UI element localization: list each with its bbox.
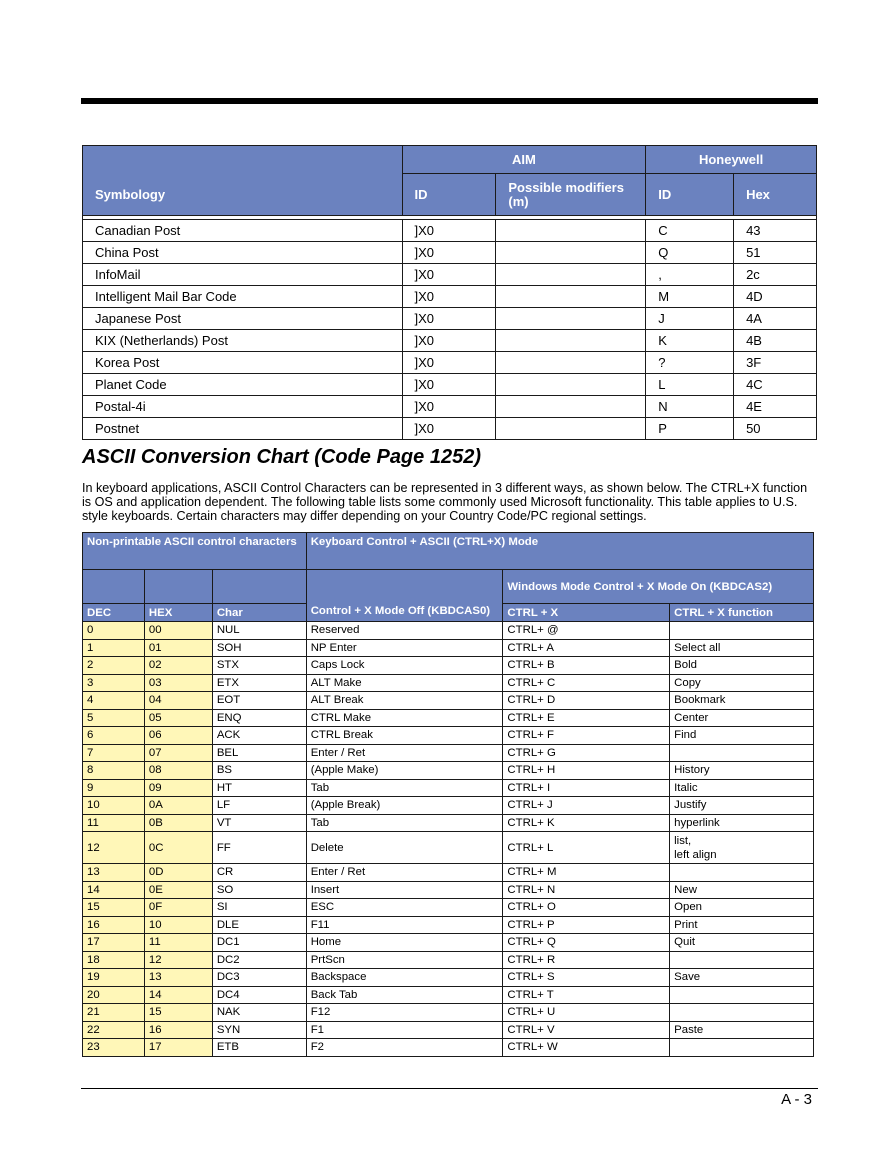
char-cell: SI (212, 899, 306, 917)
char-cell: HT (212, 779, 306, 797)
table-row (83, 374, 817, 396)
ctrl-x-cell: CTRL+ M (503, 864, 670, 882)
hex-cell: 03 (144, 674, 212, 692)
modifier-cell (496, 396, 646, 418)
mode-off-cell: ALT Make (306, 674, 503, 692)
table-row (83, 797, 814, 815)
dec-cell: 14 (83, 881, 145, 899)
ctrl-x-function-cell (670, 986, 814, 1004)
aim-id-cell: ]X0 (402, 352, 496, 374)
table-row (83, 744, 814, 762)
ctrl-x-cell: CTRL+ P (503, 916, 670, 934)
char-cell: FF (212, 832, 306, 864)
hex-cell: 11 (144, 934, 212, 952)
ctrl-x-cell: CTRL+ F (503, 727, 670, 745)
char-cell: LF (212, 797, 306, 815)
ctrl-x-function-cell: Open (670, 899, 814, 917)
dec-cell: 3 (83, 674, 145, 692)
ctrl-x-function-cell: Quit (670, 934, 814, 952)
ctrl-x-function-cell: Bookmark (670, 692, 814, 710)
dec-cell: 22 (83, 1021, 145, 1039)
symbology-cell: China Post (83, 242, 403, 264)
char-cell: SOH (212, 639, 306, 657)
ctrl-x-function-cell: History (670, 762, 814, 780)
table-row (83, 832, 814, 864)
char-cell: ACK (212, 727, 306, 745)
symbology-cell: Postnet (83, 418, 403, 440)
dec-cell: 12 (83, 832, 145, 864)
hex-cell: 0C (144, 832, 212, 864)
hex-cell: 05 (144, 709, 212, 727)
symbology-table (82, 145, 817, 440)
table-row (83, 934, 814, 952)
char-cell: BEL (212, 744, 306, 762)
char-cell: ETX (212, 674, 306, 692)
blank-header-cell (212, 570, 306, 604)
symbology-cell: Planet Code (83, 374, 403, 396)
ctrl-x-function-cell (670, 622, 814, 640)
table-row (83, 951, 814, 969)
ctrl-x-function-cell: Select all (670, 639, 814, 657)
dec-cell: 4 (83, 692, 145, 710)
table-row (83, 881, 814, 899)
dec-cell: 20 (83, 986, 145, 1004)
aim-id-cell: ]X0 (402, 220, 496, 242)
table-row (83, 969, 814, 987)
char-cell: STX (212, 657, 306, 675)
table-row (83, 242, 817, 264)
table-row (83, 352, 817, 374)
char-cell: ENQ (212, 709, 306, 727)
modifier-cell (496, 308, 646, 330)
ctrl-x-cell: CTRL+ A (503, 639, 670, 657)
mode-off-cell: Insert (306, 881, 503, 899)
table-row (83, 779, 814, 797)
hex-cell: 16 (144, 1021, 212, 1039)
ctrl-x-cell: CTRL+ S (503, 969, 670, 987)
mode-off-cell: PrtScn (306, 951, 503, 969)
table-row (83, 330, 817, 352)
aim-id-cell: ]X0 (402, 308, 496, 330)
mode-off-cell: (Apple Break) (306, 797, 503, 815)
ctrl-x-cell: CTRL+ R (503, 951, 670, 969)
hex-cell: 43 (734, 220, 817, 242)
aim-id-cell: ]X0 (402, 374, 496, 396)
honeywell-id-cell: K (646, 330, 734, 352)
ctrl-x-cell: CTRL+ V (503, 1021, 670, 1039)
table-row (83, 220, 817, 242)
mode-off-cell: NP Enter (306, 639, 503, 657)
dec-header: DEC (83, 604, 145, 622)
dec-cell: 17 (83, 934, 145, 952)
modifiers-header: Possible modifiers (m) (496, 174, 646, 216)
table-row (83, 264, 817, 286)
dec-cell: 23 (83, 1039, 145, 1057)
windows-mode-header: Windows Mode Control + X Mode On (KBDCAS2) (503, 570, 814, 604)
mode-off-cell: Caps Lock (306, 657, 503, 675)
table-row (83, 622, 814, 640)
ctrl-x-function-cell: list, left align (670, 832, 814, 864)
hex-cell: 12 (144, 951, 212, 969)
symbology-cell: Postal-4i (83, 396, 403, 418)
aim-id-cell: ]X0 (402, 286, 496, 308)
symbology-cell: Canadian Post (83, 220, 403, 242)
top-rule (81, 98, 818, 104)
char-cell: EOT (212, 692, 306, 710)
ctrl-x-function-cell: Justify (670, 797, 814, 815)
blank-header-cell (83, 570, 145, 604)
dec-cell: 15 (83, 899, 145, 917)
hex-cell: 0B (144, 814, 212, 832)
dec-cell: 18 (83, 951, 145, 969)
mode-off-cell: F11 (306, 916, 503, 934)
hex-cell: 06 (144, 727, 212, 745)
hex-cell: 4C (734, 374, 817, 396)
ctrl-x-function-cell (670, 864, 814, 882)
dec-cell: 5 (83, 709, 145, 727)
hex-cell: 4E (734, 396, 817, 418)
hex-cell: 0F (144, 899, 212, 917)
ctrl-x-cell: CTRL+ H (503, 762, 670, 780)
symbology-cell: Japanese Post (83, 308, 403, 330)
ctrl-x-function-cell (670, 744, 814, 762)
ctrl-x-cell: CTRL+ B (503, 657, 670, 675)
mode-off-cell: F2 (306, 1039, 503, 1057)
table-row (83, 674, 814, 692)
table-row (83, 1021, 814, 1039)
mode-off-cell: Enter / Ret (306, 744, 503, 762)
mode-off-cell: CTRL Break (306, 727, 503, 745)
char-cell: NAK (212, 1004, 306, 1022)
aim-id-cell: ]X0 (402, 242, 496, 264)
char-cell: SYN (212, 1021, 306, 1039)
ctrl-x-function-cell: Center (670, 709, 814, 727)
hex-cell: 4D (734, 286, 817, 308)
modifier-cell (496, 352, 646, 374)
table-row (83, 899, 814, 917)
aim-id-cell: ]X0 (402, 396, 496, 418)
ctrl-x-function-cell: Save (670, 969, 814, 987)
mode-off-cell: Enter / Ret (306, 864, 503, 882)
hex-cell: 10 (144, 916, 212, 934)
mode-off-cell: CTRL Make (306, 709, 503, 727)
hex-cell: 00 (144, 622, 212, 640)
mode-off-cell: Delete (306, 832, 503, 864)
ctrl-x-cell: CTRL+ E (503, 709, 670, 727)
ctrl-x-cell: CTRL+ N (503, 881, 670, 899)
dec-cell: 10 (83, 797, 145, 815)
dec-cell: 8 (83, 762, 145, 780)
mode-off-cell: (Apple Make) (306, 762, 503, 780)
hex-cell: 07 (144, 744, 212, 762)
symbology-cell: Intelligent Mail Bar Code (83, 286, 403, 308)
ctrl-x-cell: CTRL+ T (503, 986, 670, 1004)
hex-cell: 13 (144, 969, 212, 987)
mode-off-cell: Backspace (306, 969, 503, 987)
aim-header: AIM (402, 146, 646, 174)
honeywell-header: Honeywell (646, 146, 817, 174)
ctrl-x-cell: CTRL+ D (503, 692, 670, 710)
modifier-cell (496, 418, 646, 440)
hex-cell: 50 (734, 418, 817, 440)
nonprintable-header: Non-printable ASCII control characters (83, 533, 307, 570)
table-row (83, 709, 814, 727)
hex-cell: 02 (144, 657, 212, 675)
table-row (83, 308, 817, 330)
ctrl-x-function-header: CTRL + X function (670, 604, 814, 622)
mode-off-cell: Tab (306, 779, 503, 797)
table-row (83, 396, 817, 418)
symbology-cell: InfoMail (83, 264, 403, 286)
ctrl-x-cell: CTRL+ U (503, 1004, 670, 1022)
hex-header: Hex (734, 174, 817, 216)
dec-cell: 1 (83, 639, 145, 657)
table-row (83, 814, 814, 832)
hex-cell: 09 (144, 779, 212, 797)
table-row (83, 692, 814, 710)
ctrl-x-function-cell: Paste (670, 1021, 814, 1039)
aim-id-cell: ]X0 (402, 264, 496, 286)
table-row (83, 286, 817, 308)
table-row (83, 727, 814, 745)
honeywell-id-cell: N (646, 396, 734, 418)
table-row (83, 864, 814, 882)
ctrl-x-function-cell: Print (670, 916, 814, 934)
mode-off-cell: ALT Break (306, 692, 503, 710)
mode-off-cell: ESC (306, 899, 503, 917)
hex-cell: 51 (734, 242, 817, 264)
ctrl-x-header: CTRL + X (503, 604, 670, 622)
dec-cell: 21 (83, 1004, 145, 1022)
ctrl-x-cell: CTRL+ L (503, 832, 670, 864)
dec-cell: 19 (83, 969, 145, 987)
blank-header-cell (144, 570, 212, 604)
mode-off-cell: F12 (306, 1004, 503, 1022)
mode-off-cell: Home (306, 934, 503, 952)
ctrl-x-cell: CTRL+ I (503, 779, 670, 797)
honeywell-id-cell: M (646, 286, 734, 308)
table-row (83, 1004, 814, 1022)
ascii-conversion-table (82, 532, 814, 1057)
mode-off-header: Control + X Mode Off (KBDCAS0) (306, 570, 503, 622)
char-cell: SO (212, 881, 306, 899)
dec-cell: 7 (83, 744, 145, 762)
dec-cell: 16 (83, 916, 145, 934)
honeywell-id-cell: J (646, 308, 734, 330)
table-row (83, 418, 817, 440)
dec-cell: 2 (83, 657, 145, 675)
hex-cell: 08 (144, 762, 212, 780)
hex-cell: 17 (144, 1039, 212, 1057)
ctrl-x-cell: CTRL+ K (503, 814, 670, 832)
dec-cell: 9 (83, 779, 145, 797)
ctrl-x-cell: CTRL+ C (503, 674, 670, 692)
table-row (83, 762, 814, 780)
mode-off-cell: Reserved (306, 622, 503, 640)
char-header: Char (212, 604, 306, 622)
intro-paragraph: In keyboard applications, ASCII Control Characters can be represented in 3 different ways, as shown below. The CTRL+X function is OS and application dependent. The following table lists some commonly used Microsoft functionality. This table applies to U.S. style keyboards. Certain characters may differ depending on your Country Code/PC regional settings. (82, 481, 808, 523)
table-row (83, 657, 814, 675)
section-title: ASCII Conversion Chart (Code Page 1252) (82, 446, 481, 468)
mode-off-cell: Tab (306, 814, 503, 832)
char-cell: VT (212, 814, 306, 832)
modifier-cell (496, 264, 646, 286)
ctrl-x-cell: CTRL+ Q (503, 934, 670, 952)
modifier-cell (496, 374, 646, 396)
honeywell-id-header: ID (646, 174, 734, 216)
hex-cell: 4B (734, 330, 817, 352)
ctrl-x-cell: CTRL+ W (503, 1039, 670, 1057)
hex-cell: 14 (144, 986, 212, 1004)
symbology-cell: Korea Post (83, 352, 403, 374)
hex-cell: 0D (144, 864, 212, 882)
dec-cell: 0 (83, 622, 145, 640)
char-cell: CR (212, 864, 306, 882)
modifier-cell (496, 220, 646, 242)
ctrl-x-function-cell: Italic (670, 779, 814, 797)
symbology-cell: KIX (Netherlands) Post (83, 330, 403, 352)
page-number: A - 3 (781, 1091, 812, 1108)
symbology-header: Symbology (83, 146, 403, 216)
honeywell-id-cell: C (646, 220, 734, 242)
ctrl-x-function-cell (670, 1004, 814, 1022)
table-row (83, 916, 814, 934)
ctrl-x-cell: CTRL+ J (503, 797, 670, 815)
honeywell-id-cell: ? (646, 352, 734, 374)
char-cell: DLE (212, 916, 306, 934)
hex-header: HEX (144, 604, 212, 622)
table-row (83, 639, 814, 657)
hex-cell: 4A (734, 308, 817, 330)
modifier-cell (496, 242, 646, 264)
dec-cell: 6 (83, 727, 145, 745)
hex-cell: 3F (734, 352, 817, 374)
honeywell-id-cell: , (646, 264, 734, 286)
table-row (83, 986, 814, 1004)
ctrl-x-cell: CTRL+ O (503, 899, 670, 917)
aim-id-cell: ]X0 (402, 418, 496, 440)
hex-cell: 01 (144, 639, 212, 657)
keyboard-mode-header: Keyboard Control + ASCII (CTRL+X) Mode (306, 533, 813, 570)
char-cell: ETB (212, 1039, 306, 1057)
ctrl-x-cell: CTRL+ G (503, 744, 670, 762)
aim-id-cell: ]X0 (402, 330, 496, 352)
mode-off-cell: Back Tab (306, 986, 503, 1004)
ctrl-x-function-cell: hyperlink (670, 814, 814, 832)
hex-cell: 0E (144, 881, 212, 899)
char-cell: DC4 (212, 986, 306, 1004)
dec-cell: 11 (83, 814, 145, 832)
dec-cell: 13 (83, 864, 145, 882)
ctrl-x-function-cell (670, 1039, 814, 1057)
table-row (83, 1039, 814, 1057)
hex-cell: 04 (144, 692, 212, 710)
modifier-cell (496, 286, 646, 308)
ctrl-x-function-cell: Copy (670, 674, 814, 692)
ctrl-x-cell: CTRL+ @ (503, 622, 670, 640)
char-cell: DC2 (212, 951, 306, 969)
aim-id-header: ID (402, 174, 496, 216)
ctrl-x-function-cell: New (670, 881, 814, 899)
honeywell-id-cell: L (646, 374, 734, 396)
ctrl-x-function-cell (670, 951, 814, 969)
mode-off-cell: F1 (306, 1021, 503, 1039)
modifier-cell (496, 330, 646, 352)
char-cell: BS (212, 762, 306, 780)
char-cell: NUL (212, 622, 306, 640)
ctrl-x-function-cell: Find (670, 727, 814, 745)
bottom-rule (81, 1088, 818, 1089)
honeywell-id-cell: P (646, 418, 734, 440)
hex-cell: 2c (734, 264, 817, 286)
honeywell-id-cell: Q (646, 242, 734, 264)
hex-cell: 0A (144, 797, 212, 815)
char-cell: DC1 (212, 934, 306, 952)
char-cell: DC3 (212, 969, 306, 987)
ctrl-x-function-cell: Bold (670, 657, 814, 675)
hex-cell: 15 (144, 1004, 212, 1022)
